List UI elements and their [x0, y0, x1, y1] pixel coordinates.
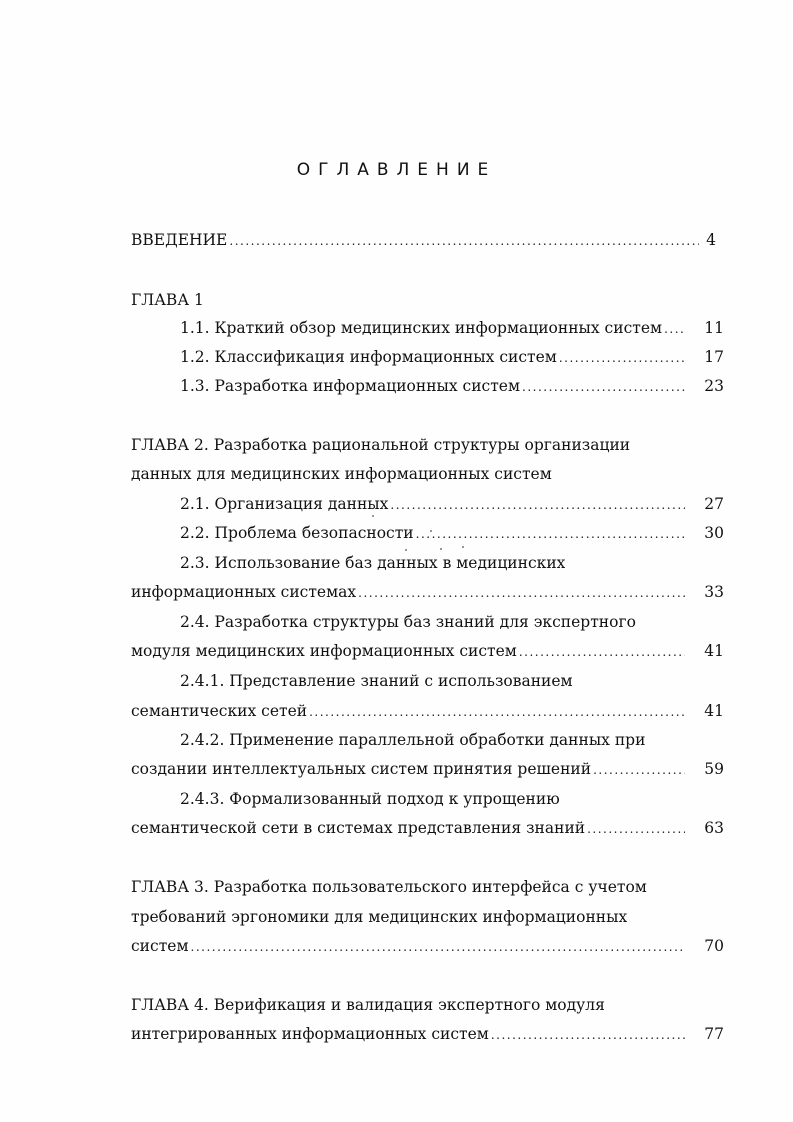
toc-entry-2-4-2-line1: 2.4.2. Применение параллельной обработки данных при — [180, 731, 646, 749]
toc-entry-text: 1.1. Краткий обзор медицинских информационных систем — [180, 319, 663, 337]
scan-speck — [405, 549, 407, 551]
toc-entry-text: модуля медицинских информационных систем — [131, 642, 517, 660]
toc-entry-1-2 — [180, 344, 687, 370]
toc-entry-text: 1.2. Классификация информационных систем — [180, 348, 557, 366]
toc-entry-text: 2.2. Проблема безопасности — [180, 524, 414, 542]
scan-speck — [462, 546, 464, 548]
toc-entry-2-3 — [131, 579, 687, 605]
chapter-2-title-line2: данных для медицинских информационных систем — [131, 465, 552, 483]
toc-page-number: 59 — [704, 760, 724, 778]
toc-entry-2-4-1-line1: 2.4.1. Представление знаний с использованием — [180, 672, 573, 690]
leader-dots — [390, 492, 685, 517]
toc-page-number: 23 — [704, 377, 724, 395]
toc-entry-text: создании интеллектуальных систем принятия решений — [131, 760, 592, 778]
chapter-2-title-line1: ГЛАВА 2. Разработка рациональной структуры организации — [131, 436, 631, 454]
scan-speck — [372, 515, 374, 517]
chapter-1-title: ГЛАВА 1 — [131, 291, 204, 309]
leader-dots — [491, 1022, 685, 1047]
leader-dots — [519, 639, 685, 664]
toc-page-number: 41 — [704, 642, 724, 660]
toc-page-number: 30 — [704, 524, 724, 542]
toc-entry-1-3 — [180, 373, 687, 399]
toc-entry-text: интегрированных информационных систем — [131, 1025, 489, 1043]
toc-entry-chapter-3 — [131, 933, 687, 959]
toc-entry-text: семантической сети в системах представления знаний — [131, 819, 586, 837]
toc-page-number: 17 — [704, 348, 724, 366]
toc-entry-text: информационных системах — [131, 583, 357, 601]
toc-entry-2-4 — [131, 638, 687, 664]
toc-page-number: 70 — [704, 937, 724, 955]
toc-entry-text: систем — [131, 937, 189, 955]
toc-page-number: 41 — [704, 702, 724, 720]
toc-page-number: 77 — [704, 1025, 724, 1043]
scan-speck — [440, 548, 442, 550]
leader-dots — [229, 228, 699, 253]
toc-entry-2-1 — [180, 491, 687, 517]
leader-dots — [309, 699, 685, 724]
chapter-4-title-line1: ГЛАВА 4. Верификация и валидация экспертного модуля — [131, 996, 605, 1014]
toc-entry-text: 2.1. Организация данных — [180, 495, 389, 513]
scan-speck — [430, 530, 432, 532]
toc-page-number: 27 — [704, 495, 724, 513]
toc-page-number: 4 — [706, 231, 716, 249]
leader-dots — [358, 580, 685, 605]
leader-dots — [587, 816, 685, 841]
toc-entry-text: 1.3. Разработка информационных систем — [180, 377, 521, 395]
toc-entry-2-4-2 — [131, 756, 687, 782]
toc-entry-2-2 — [180, 520, 687, 546]
toc-entry-intro — [131, 227, 701, 253]
toc-entry-2-4-1 — [131, 698, 687, 724]
toc-entry-2-3-line1: 2.3. Использование баз данных в медицинских — [180, 554, 566, 572]
leader-dots — [664, 316, 685, 341]
page-title: ОГЛАВЛЕНИЕ — [296, 160, 497, 180]
chapter-3-title-line1: ГЛАВА 3. Разработка пользовательского интерфейса с учетом — [131, 878, 647, 896]
toc-entry-chapter-4 — [131, 1021, 687, 1047]
toc-entry-2-4-line1: 2.4. Разработка структуры баз знаний для экспертного — [180, 613, 636, 631]
toc-page-number: 63 — [704, 819, 724, 837]
toc-page-number: 11 — [704, 319, 724, 337]
leader-dots — [522, 374, 685, 399]
toc-entry-1-1 — [180, 315, 687, 341]
toc-entry-2-4-3-line1: 2.4.3. Формализованный подход к упрощению — [180, 790, 560, 808]
toc-entry-2-4-3 — [131, 815, 687, 841]
leader-dots — [593, 757, 685, 782]
toc-page-number: 33 — [704, 583, 724, 601]
leader-dots — [559, 345, 685, 370]
toc-entry-text: семантических сетей — [131, 702, 308, 720]
leader-dots — [191, 934, 686, 959]
toc-entry-text: ВВЕДЕНИЕ — [131, 231, 228, 249]
chapter-3-title-line2: требований эргономики для медицинских информационных — [131, 908, 628, 926]
leader-dots — [416, 521, 685, 546]
